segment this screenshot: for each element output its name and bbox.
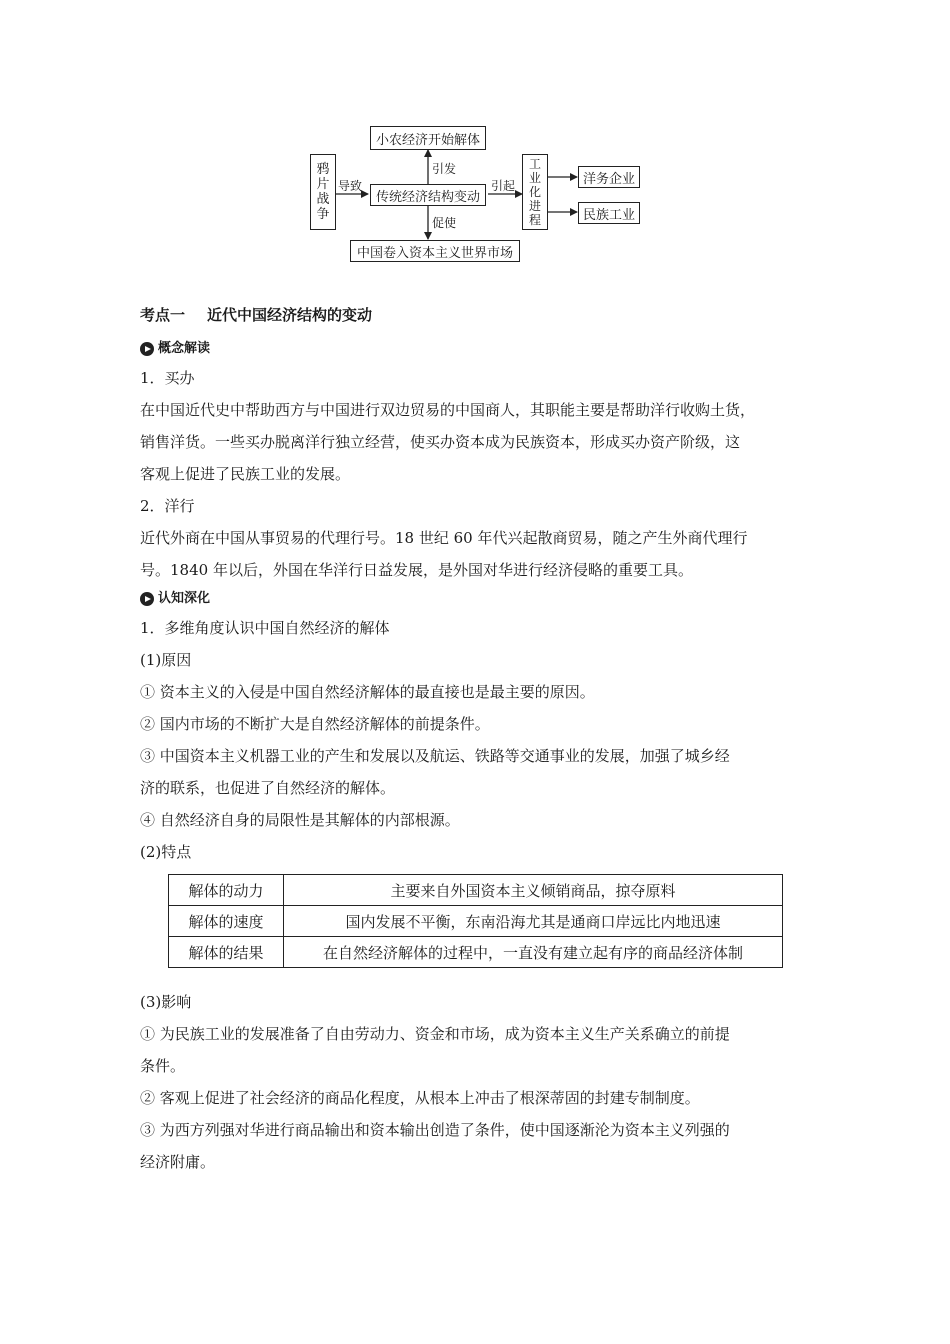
paragraph-line: 客观上促进了民族工业的发展。 bbox=[140, 465, 351, 483]
list-item-cont: 条件。 bbox=[140, 1057, 186, 1075]
small-peasant-box: 小农经济开始解体 bbox=[370, 126, 486, 150]
industrialization-char: 业 bbox=[528, 171, 541, 185]
opium-war-char: 争 bbox=[316, 207, 330, 222]
label-trigger: 引发 bbox=[432, 162, 457, 176]
concept-tag bbox=[140, 336, 820, 362]
list-item: ② 客观上促进了社会经济的商品化程度，从根本上冲击了根深蒂固的封建专制制度。 bbox=[140, 1089, 700, 1107]
paragraph-line: 号。1840 年以后，外国在华洋行日益发展，是外国对华进行经济侵略的重要工具。 bbox=[140, 561, 693, 579]
industrialization-char: 进 bbox=[528, 199, 541, 213]
table-row bbox=[169, 906, 783, 937]
label-cause: 引起 bbox=[491, 179, 516, 193]
opium-war-char: 鸦 bbox=[316, 162, 330, 177]
opium-war-char: 片 bbox=[316, 177, 330, 192]
label-promote: 促使 bbox=[432, 216, 457, 230]
list-item-cont: 济的联系，也促进了自然经济的解体。 bbox=[140, 779, 396, 797]
paragraph-line: 在中国近代史中帮助西方与中国进行双边贸易的中国商人，其职能主要是帮助洋行收购土货， bbox=[140, 401, 756, 419]
concept-tag-label: 概念解读 bbox=[158, 341, 211, 356]
industrialization-char: 化 bbox=[528, 185, 541, 199]
table-row bbox=[169, 875, 783, 906]
label-lead: 导致 bbox=[338, 179, 363, 193]
paragraph-line: 近代外商在中国从事贸易的代理行号。18 世纪 60 年代兴起散商贸易，随之产生外商代理行 bbox=[140, 529, 748, 547]
paragraph-line: 销售洋货。一些买办脱离洋行独立经营，使买办资本成为民族资本，形成买办资产阶级，这 bbox=[140, 433, 741, 451]
table-row bbox=[169, 937, 783, 968]
features-table bbox=[168, 874, 783, 968]
world-market-box: 中国卷入资本主义世界市场 bbox=[350, 240, 520, 262]
industrialization-box bbox=[522, 154, 548, 230]
sub-heading: (2)特点 bbox=[140, 843, 192, 861]
list-item: ② 国内市场的不断扩大是自然经济解体的前提条件。 bbox=[140, 715, 490, 733]
section-heading bbox=[140, 302, 820, 328]
economic-change-box: 传统经济结构变动 bbox=[370, 184, 486, 206]
list-item: ③ 为西方列强对华进行商品输出和资本输出创造了条件，使中国逐渐沦为资本主义列强的 bbox=[140, 1121, 730, 1139]
item-title: 2．洋行 bbox=[140, 497, 195, 515]
table-value: 在自然经济解体的过程中，一直没有建立起有序的商品经济体制 bbox=[284, 937, 783, 968]
section-number: 考点一 bbox=[140, 306, 186, 324]
list-item: ① 为民族工业的发展准备了自由劳动力、资金和市场，成为资本主义生产关系确立的前提 bbox=[140, 1025, 730, 1043]
table-key: 解体的速度 bbox=[169, 906, 284, 937]
list-item-cont: 经济附庸。 bbox=[140, 1153, 216, 1171]
section-title: 近代中国经济结构的变动 bbox=[207, 306, 373, 324]
list-item: ④ 自然经济自身的局限性是其解体的内部根源。 bbox=[140, 811, 460, 829]
industrialization-char: 程 bbox=[528, 213, 541, 227]
sub-heading: (1)原因 bbox=[140, 651, 192, 669]
table-key: 解体的动力 bbox=[169, 875, 284, 906]
list-item: ① 资本主义的入侵是中国自然经济解体的最直接也是最主要的原因。 bbox=[140, 683, 595, 701]
table-value: 主要来自外国资本主义倾销商品，掠夺原料 bbox=[284, 875, 783, 906]
table-key: 解体的结果 bbox=[169, 937, 284, 968]
national-industry-box: 民族工业 bbox=[578, 202, 640, 224]
table-value: 国内发展不平衡，东南沿海尤其是通商口岸远比内地迅速 bbox=[284, 906, 783, 937]
item-title: 1．买办 bbox=[140, 369, 195, 387]
deep-tag bbox=[140, 586, 820, 612]
flow-diagram bbox=[308, 122, 648, 264]
industrialization-char: 工 bbox=[528, 157, 541, 171]
main-content bbox=[140, 302, 820, 1178]
play-icon bbox=[140, 342, 154, 356]
westernization-box: 洋务企业 bbox=[578, 166, 640, 188]
play-icon bbox=[140, 592, 154, 606]
deep-tag-label: 认知深化 bbox=[158, 591, 211, 606]
list-item: ③ 中国资本主义机器工业的产生和发展以及航运、铁路等交通事业的发展，加强了城乡经 bbox=[140, 747, 730, 765]
opium-war-box bbox=[310, 154, 336, 230]
opium-war-char: 战 bbox=[316, 192, 330, 207]
sub-heading: (3)影响 bbox=[140, 993, 192, 1011]
item-title: 1．多维角度认识中国自然经济的解体 bbox=[140, 619, 390, 637]
